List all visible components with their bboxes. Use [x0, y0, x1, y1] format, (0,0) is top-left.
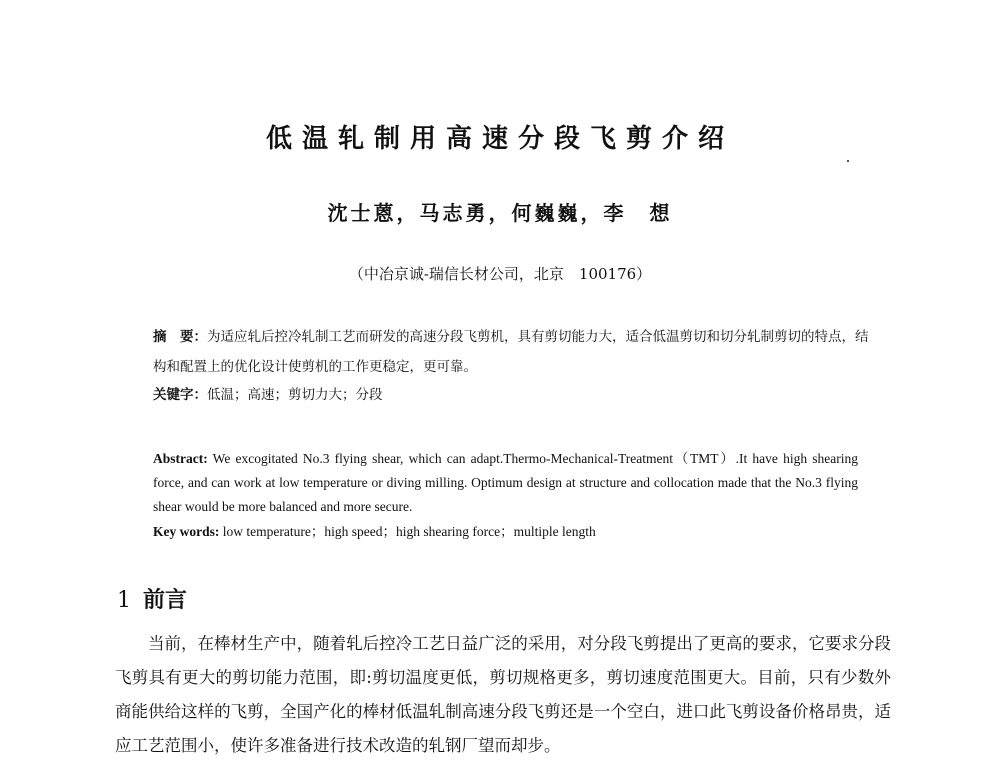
section-number: 1	[117, 588, 131, 613]
abstract-cn-text: 为适应轧后控冷轧制工艺而研发的高速分段飞剪机，具有剪切能力大，适合低温剪切和切分轧制剪切的特点，结构和配置上的优化设计使剪机的工作更稳定，更可靠。	[153, 329, 869, 375]
keywords-chinese	[153, 383, 873, 403]
section-heading	[117, 583, 187, 614]
paper-affiliation: （中冶京诚-瑞信长材公司，北京 100176）	[348, 265, 652, 283]
abstract-english	[153, 447, 858, 519]
keywords-english	[153, 520, 873, 540]
keywords-cn-text: 低温；高速；剪切力大；分段	[207, 387, 383, 403]
keywords-en-text: low temperature；high speed；high shearing force；multiple length	[219, 524, 596, 539]
section-paragraph: 当前，在棒材生产中，随着轧后控冷工艺日益广泛的采用，对分段飞剪提出了更高的要求，它要求分段飞剪具有更大的剪切能力范围，即:剪切温度更低，剪切规格更多，剪切速度范围更大。目前，只有少数外商能供给这样的飞剪，全国产化的棒材低温轧制高速分段飞剪还是一个空白，进口此飞剪设备价格昂贵，适应工艺范围小，使许多准备进行技术改造的轧钢厂望而却步。	[115, 634, 891, 755]
paper-title: 低温轧制用高速分段飞剪介绍	[265, 124, 734, 154]
abstract-en-text: We excogitated No.3 flying shear, which can adapt.Thermo-Mechanical-Treatment（TMT）.It have high shearing force, and can work at low temperature or diving milling. Optimum design at structure and collocation made that the No.3 flying shear would be more balanced and more secure.	[153, 451, 858, 514]
scan-speck	[847, 160, 849, 162]
abstract-en-label: Abstract:	[153, 451, 208, 466]
paper-authors: 沈士蒽，马志勇，何巍巍，李 想	[327, 201, 673, 225]
abstract-cn-label: 摘 要：	[153, 329, 207, 345]
keywords-en-label: Key words:	[153, 524, 220, 539]
abstract-chinese	[153, 322, 873, 382]
keywords-cn-label: 关键字：	[153, 387, 207, 403]
section-title: 前言	[143, 587, 188, 613]
